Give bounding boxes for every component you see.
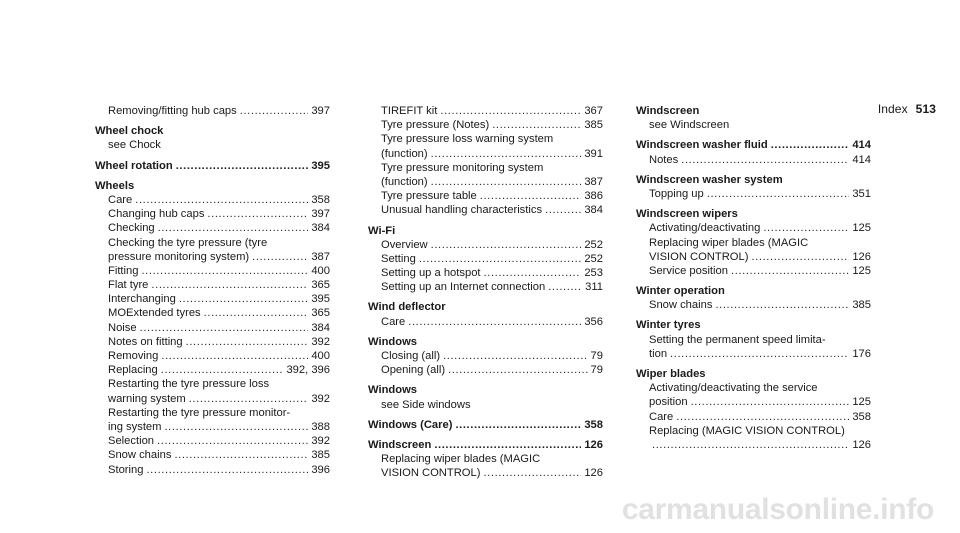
page-reference: 397 [311, 105, 330, 117]
entry-text: Flat tyre [108, 279, 149, 292]
page-reference: 414 [852, 139, 871, 152]
page-reference: 365 [311, 279, 330, 292]
index-entry [636, 264, 871, 278]
leader-dots [146, 463, 308, 477]
index-heading [636, 367, 871, 381]
watermark: carmanualsonline.info [621, 493, 934, 526]
index-entry [95, 306, 330, 320]
leader-dots [715, 298, 849, 312]
index-entry [95, 221, 330, 235]
entry-text: Windscreen wipers [636, 208, 738, 221]
page-reference: 125 [852, 264, 871, 277]
index-entry [636, 438, 871, 452]
leader-dots [545, 203, 581, 217]
leader-dots [135, 193, 308, 207]
leader-dots [157, 434, 308, 448]
entry-text: Winter operation [636, 285, 725, 298]
leader-dots [186, 335, 309, 349]
index-heading [368, 383, 603, 397]
leader-dots [434, 438, 581, 452]
entry-text: Service position [649, 264, 728, 277]
index-entry [636, 250, 871, 264]
leader-dots [771, 138, 850, 152]
page-reference: 392 [311, 435, 330, 448]
entry-text: Notes [649, 153, 679, 166]
page-reference: 358 [311, 193, 330, 206]
page-reference: 391 [584, 147, 603, 160]
entry-text: Tyre pressure monitoring system [381, 161, 544, 174]
leader-dots [763, 221, 849, 235]
entry-text: Replacing wiper blades (MAGIC [381, 453, 541, 466]
leader-dots [483, 466, 581, 480]
index-heading [636, 207, 871, 221]
index-entry [95, 193, 330, 207]
header-title: Index [877, 102, 908, 116]
entry-text: Windscreen washer fluid [636, 139, 768, 152]
index-column-1 [95, 104, 330, 477]
leader-dots [670, 347, 849, 361]
page-reference: 365 [311, 307, 330, 320]
index-entry [368, 398, 603, 412]
index-column-3 [636, 104, 871, 452]
entry-text: Restarting the tyre pressure loss [108, 378, 270, 391]
index-entry [368, 349, 603, 363]
entry-text: see Side windows [381, 398, 471, 411]
entry-text: TIREFIT kit [381, 105, 438, 117]
leader-dots [731, 264, 849, 278]
index-entry [368, 280, 603, 294]
leader-dots [189, 392, 309, 406]
entry-text: Windscreen [368, 438, 432, 451]
page-reference: 397 [311, 208, 330, 221]
entry-text: Setting up a hotspot [381, 267, 481, 280]
entry-text: Replacing [108, 364, 158, 377]
page-header [878, 102, 936, 116]
page-reference: 384 [311, 222, 330, 235]
index-entry [95, 377, 330, 391]
entry-text: warning system [108, 392, 186, 405]
entry-text: see Windscreen [649, 119, 730, 132]
index-heading [368, 335, 603, 349]
leader-dots [691, 395, 850, 409]
entry-text: Restarting the tyre pressure monitor- [108, 406, 291, 419]
index-entry [95, 406, 330, 420]
index-entry [95, 264, 330, 278]
entry-text: VISION CONTROL) [649, 250, 749, 263]
entry-text: Windscreen washer system [636, 173, 783, 186]
entry-text: Tyre pressure loss warning system [381, 133, 554, 146]
page-reference: 395 [311, 159, 330, 172]
index-column-2 [368, 104, 603, 481]
index-entry [95, 335, 330, 349]
page-reference: 387 [311, 250, 330, 263]
leader-dots [707, 187, 850, 201]
page-reference: 384 [584, 204, 603, 217]
leader-dots [676, 410, 849, 424]
page-reference: 367 [584, 105, 603, 117]
index-entry [95, 207, 330, 221]
page-reference: 126 [584, 467, 603, 480]
leader-dots [408, 315, 581, 329]
index-entry [368, 189, 603, 203]
leader-dots [174, 448, 308, 462]
index-heading [368, 438, 603, 452]
entry-text: Interchanging [108, 293, 176, 306]
entry-text: Wheel chock [95, 125, 164, 138]
entry-text: Removing [108, 350, 159, 362]
leader-dots [419, 252, 581, 266]
leader-dots [681, 153, 849, 167]
entry-text: Snow chains [649, 299, 713, 312]
entry-text: Closing (all) [381, 350, 441, 362]
index-entry [368, 147, 603, 161]
index-heading [636, 104, 871, 118]
entry-text: Removing/fitting hub caps [108, 105, 237, 117]
leader-dots [448, 363, 587, 377]
page-reference: 387 [584, 175, 603, 188]
entry-text: Wiper blades [636, 368, 706, 380]
page-reference: 252 [584, 238, 603, 251]
page-number: 513 [915, 102, 936, 116]
index-entry [95, 363, 330, 377]
page-reference: 176 [852, 347, 871, 360]
page-reference: 392 [311, 335, 330, 348]
leader-dots [161, 363, 284, 377]
index-entry [636, 395, 871, 409]
leader-dots [443, 349, 587, 363]
leader-dots [484, 266, 582, 280]
page-reference: 358 [584, 418, 603, 431]
page-reference: 388 [311, 420, 330, 433]
entry-text: Noise [108, 321, 137, 334]
index-heading [636, 284, 871, 298]
leader-dots [161, 349, 308, 363]
index-entry [636, 381, 871, 395]
entry-text: Tyre pressure (Notes) [381, 119, 490, 132]
entry-text: Wheels [95, 179, 135, 192]
index-entry [95, 292, 330, 306]
entry-text: Activating/deactivating [649, 222, 761, 235]
index-entry [95, 392, 330, 406]
leader-dots [164, 420, 308, 434]
page-reference: 414 [852, 153, 871, 166]
index-entry [636, 347, 871, 361]
entry-text: Setting the permanent speed limita- [649, 333, 826, 346]
leader-dots [151, 278, 308, 292]
entry-text: Changing hub caps [108, 208, 205, 221]
page-reference: 252 [584, 252, 603, 265]
entry-text: position [649, 396, 688, 409]
entry-text: Checking [108, 222, 155, 235]
index-entry [95, 321, 330, 335]
page-reference: 400 [311, 264, 330, 277]
leader-dots [431, 238, 582, 252]
index-entry [95, 104, 330, 118]
entry-text: ing system [108, 420, 162, 433]
page-reference: 384 [311, 321, 330, 334]
index-entry [95, 138, 330, 152]
entry-text: Care [649, 410, 674, 423]
entry-text: VISION CONTROL) [381, 467, 481, 480]
index-entry [95, 463, 330, 477]
page-reference: 351 [852, 187, 871, 200]
leader-dots [179, 292, 309, 306]
leader-dots [176, 159, 309, 173]
entry-text: Care [381, 315, 406, 328]
index-heading [95, 159, 330, 173]
index-heading [368, 418, 603, 432]
leader-dots [141, 264, 308, 278]
entry-text: Setting [381, 252, 416, 265]
leader-dots [751, 250, 849, 264]
entry-text: Unusual handling characteristics [381, 204, 543, 217]
index-entry [636, 221, 871, 235]
entry-text: Fitting [108, 264, 139, 277]
index-entry [636, 410, 871, 424]
index-heading [95, 124, 330, 138]
leader-dots [158, 221, 309, 235]
page-reference: 125 [852, 396, 871, 409]
entry-text: Care [108, 193, 133, 206]
index-entry [368, 266, 603, 280]
entry-text: Tyre pressure table [381, 190, 477, 203]
index-entry [95, 236, 330, 250]
leader-dots [548, 280, 582, 294]
page-reference: 385 [852, 299, 871, 312]
page-reference: 400 [311, 350, 330, 362]
entry-text: Windows (Care) [368, 418, 453, 431]
entry-text: Wind deflector [368, 301, 446, 314]
index-entry [636, 118, 871, 132]
entry-text: Topping up [649, 187, 704, 200]
leader-dots [431, 175, 582, 189]
entry-text: Activating/deactivating the service [649, 382, 818, 395]
page-reference: 395 [311, 293, 330, 306]
entry-text: Storing [108, 463, 144, 476]
index-entry [368, 315, 603, 329]
page-reference: 392 [311, 392, 330, 405]
entry-text: Setting up an Internet connection [381, 281, 546, 294]
entry-text: Replacing (MAGIC VISION CONTROL) [649, 424, 845, 437]
entry-text: Opening (all) [381, 364, 446, 377]
entry-text: pressure monitoring system) [108, 250, 250, 263]
page-reference: 79 [590, 350, 603, 362]
index-entry [368, 118, 603, 132]
page-reference: 253 [584, 267, 603, 280]
index-entry [368, 161, 603, 175]
leader-dots [440, 104, 581, 118]
page-reference: 386 [584, 190, 603, 203]
index-entry [95, 278, 330, 292]
entry-text: Checking the tyre pressure (tyre [108, 236, 268, 249]
entry-text: Wheel rotation [95, 159, 173, 172]
index-heading [368, 300, 603, 314]
index-entry [368, 104, 603, 118]
leader-dots [252, 250, 308, 264]
entry-text: Overview [381, 238, 428, 251]
page-reference: 126 [852, 250, 871, 263]
index-entry [95, 448, 330, 462]
index-entry [95, 420, 330, 434]
entry-text: Selection [108, 435, 155, 448]
index-heading [636, 318, 871, 332]
leader-dots [140, 321, 309, 335]
leader-dots [480, 189, 582, 203]
index-heading [636, 138, 871, 152]
entry-text: Replacing wiper blades (MAGIC [649, 236, 809, 249]
index-heading [368, 224, 603, 238]
index-entry [368, 466, 603, 480]
entry-text: (function) [381, 175, 428, 188]
page-reference: 311 [585, 281, 603, 294]
index-entry [368, 452, 603, 466]
leader-dots [204, 306, 309, 320]
page-reference: 385 [311, 449, 330, 462]
page-reference: 126 [852, 438, 871, 451]
leader-dots [207, 207, 308, 221]
index-entry [95, 349, 330, 363]
entry-text: (function) [381, 147, 428, 160]
index-entry [368, 175, 603, 189]
index-entry [368, 203, 603, 217]
index-entry [368, 252, 603, 266]
leader-dots [492, 118, 581, 132]
index-entry [636, 298, 871, 312]
index-entry [95, 250, 330, 264]
index-entry [636, 333, 871, 347]
page-reference: 126 [584, 438, 603, 451]
entry-text: Wi-Fi [368, 224, 396, 237]
entry-text: see Chock [108, 139, 161, 152]
leader-dots [240, 104, 309, 118]
index-heading [636, 173, 871, 187]
index-entry [368, 363, 603, 377]
index-entry [636, 424, 871, 438]
leader-dots [652, 438, 849, 452]
index-entry [368, 238, 603, 252]
page-reference: 396 [311, 463, 330, 476]
index-entry [368, 132, 603, 146]
entry-text: Snow chains [108, 449, 172, 462]
page-reference: 392, 396 [286, 364, 330, 377]
entry-text: Notes on fitting [108, 335, 183, 348]
page-reference: 356 [584, 315, 603, 328]
index-entry [95, 434, 330, 448]
page-reference: 358 [852, 410, 871, 423]
leader-dots [455, 418, 581, 432]
entry-text: MOExtended tyres [108, 307, 201, 320]
entry-text: Windscreen [636, 105, 700, 117]
index-entry [636, 153, 871, 167]
page-reference: 79 [590, 364, 603, 377]
page-reference: 385 [584, 119, 603, 132]
entry-text: tion [649, 347, 668, 360]
page-reference: 125 [852, 222, 871, 235]
leader-dots [431, 147, 582, 161]
entry-text: Winter tyres [636, 319, 701, 332]
index-entry [636, 236, 871, 250]
entry-text: Windows [368, 335, 417, 348]
entry-text: Windows [368, 384, 417, 397]
index-entry [636, 187, 871, 201]
index-heading [95, 179, 330, 193]
